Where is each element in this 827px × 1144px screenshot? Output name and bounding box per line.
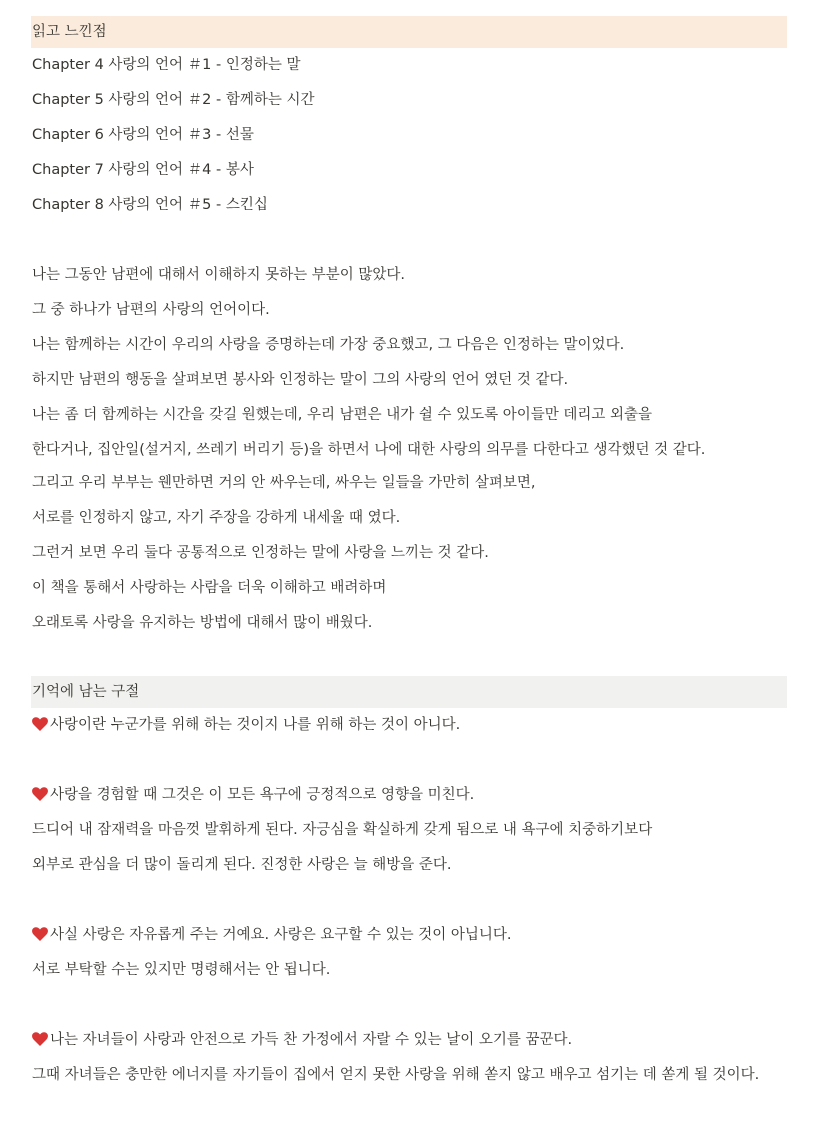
paragraph-line: 나는 함께하는 시간이 우리의 사랑을 증명하는데 가장 중요했고, 그 다음은 인정하는 말이었다. <box>32 337 625 353</box>
heart-icon <box>32 787 50 801</box>
heart-icon <box>32 927 50 941</box>
quote-line <box>31 708 787 743</box>
section-heading-impressions: 읽고 느낀점 <box>31 16 787 48</box>
chapter-line: Chapter 4 사랑의 언어 ＃1 - 인정하는 말 <box>32 57 301 73</box>
paragraph-line: 오래토록 사랑을 유지하는 방법에 대해서 많이 배웠다. <box>32 615 373 631</box>
heart-icon <box>32 1032 50 1046</box>
quote-line: 그때 자녀들은 충만한 에너지를 자기들이 집에서 얻지 못한 사랑을 위해 쏟지 않고 배우고 섬기는 데 쏟게 될 것이다. <box>32 1067 760 1083</box>
chapter-line: Chapter 7 사랑의 언어 ＃4 - 봉사 <box>32 162 254 178</box>
empty-line <box>31 743 787 778</box>
chapter-line: Chapter 6 사랑의 언어 ＃3 - 선물 <box>32 127 254 143</box>
empty-line <box>31 988 787 1023</box>
quote-text: 사랑을 경험할 때 그것은 이 모든 욕구에 긍정적으로 영향을 미친다. <box>50 787 475 803</box>
paragraph-line: 한다거나, 집안일(설거지, 쓰레기 버리기 등)을 하면서 나에 대한 사랑의 의무를 다한다고 생각했던 것 같다. <box>32 442 706 458</box>
quote-line: 외부로 관심을 더 많이 돌리게 된다. 진정한 사랑은 늘 해방을 준다. <box>32 857 452 873</box>
paragraph-line: 하지만 남편의 행동을 살펴보면 봉사와 인정하는 말이 그의 사랑의 언어 였던 것 같다. <box>32 372 569 388</box>
quote-line <box>31 1023 787 1058</box>
section-heading-memorable-quotes: 기억에 남는 구절 <box>31 676 787 708</box>
empty-line <box>31 223 787 258</box>
paragraph-line: 나는 그동안 남편에 대해서 이해하지 못하는 부분이 많았다. <box>32 267 406 283</box>
empty-line <box>31 883 787 918</box>
quote-line <box>31 778 787 813</box>
quote-text: 사실 사랑은 자유롭게 주는 거예요. 사랑은 요구할 수 있는 것이 아닙니다. <box>50 927 512 943</box>
paragraph-line: 그런거 보면 우리 둘다 공통적으로 인정하는 말에 사랑을 느끼는 것 같다. <box>32 545 489 561</box>
quote-line <box>31 918 787 953</box>
chapter-line: Chapter 8 사랑의 언어 ＃5 - 스킨십 <box>32 197 268 213</box>
paragraph-line: 그 중 하나가 남편의 사랑의 언어이다. <box>32 302 270 318</box>
paragraph-line: 서로를 인정하지 않고, 자기 주장을 강하게 내세울 때 였다. <box>32 510 401 526</box>
chapter-line: Chapter 5 사랑의 언어 ＃2 - 함께하는 시간 <box>32 92 315 108</box>
paragraph-line: 그리고 우리 부부는 웬만하면 거의 안 싸우는데, 싸우는 일들을 가만히 살펴보면, <box>32 475 536 491</box>
empty-line <box>31 641 787 676</box>
quote-text: 나는 자녀들이 사랑과 안전으로 가득 찬 가정에서 자랄 수 있는 날이 오기를 꿈꾼다. <box>50 1032 573 1048</box>
paragraph-line: 이 책을 통해서 사랑하는 사람을 더욱 이해하고 배려하며 <box>32 580 387 596</box>
quote-text: 사랑이란 누군가를 위해 하는 것이지 나를 위해 하는 것이 아니다. <box>50 717 461 733</box>
quote-line: 서로 부탁할 수는 있지만 명령해서는 안 됩니다. <box>32 962 331 978</box>
paragraph-line: 나는 좀 더 함께하는 시간을 갖길 원했는데, 우리 남편은 내가 쉴 수 있도록 아이들만 데리고 외출을 <box>32 407 653 423</box>
heart-icon <box>32 717 50 731</box>
quote-line: 드디어 내 잠재력을 마음껏 발휘하게 된다. 자긍심을 확실하게 갖게 됨으로 내 욕구에 치중하기보다 <box>32 822 653 838</box>
